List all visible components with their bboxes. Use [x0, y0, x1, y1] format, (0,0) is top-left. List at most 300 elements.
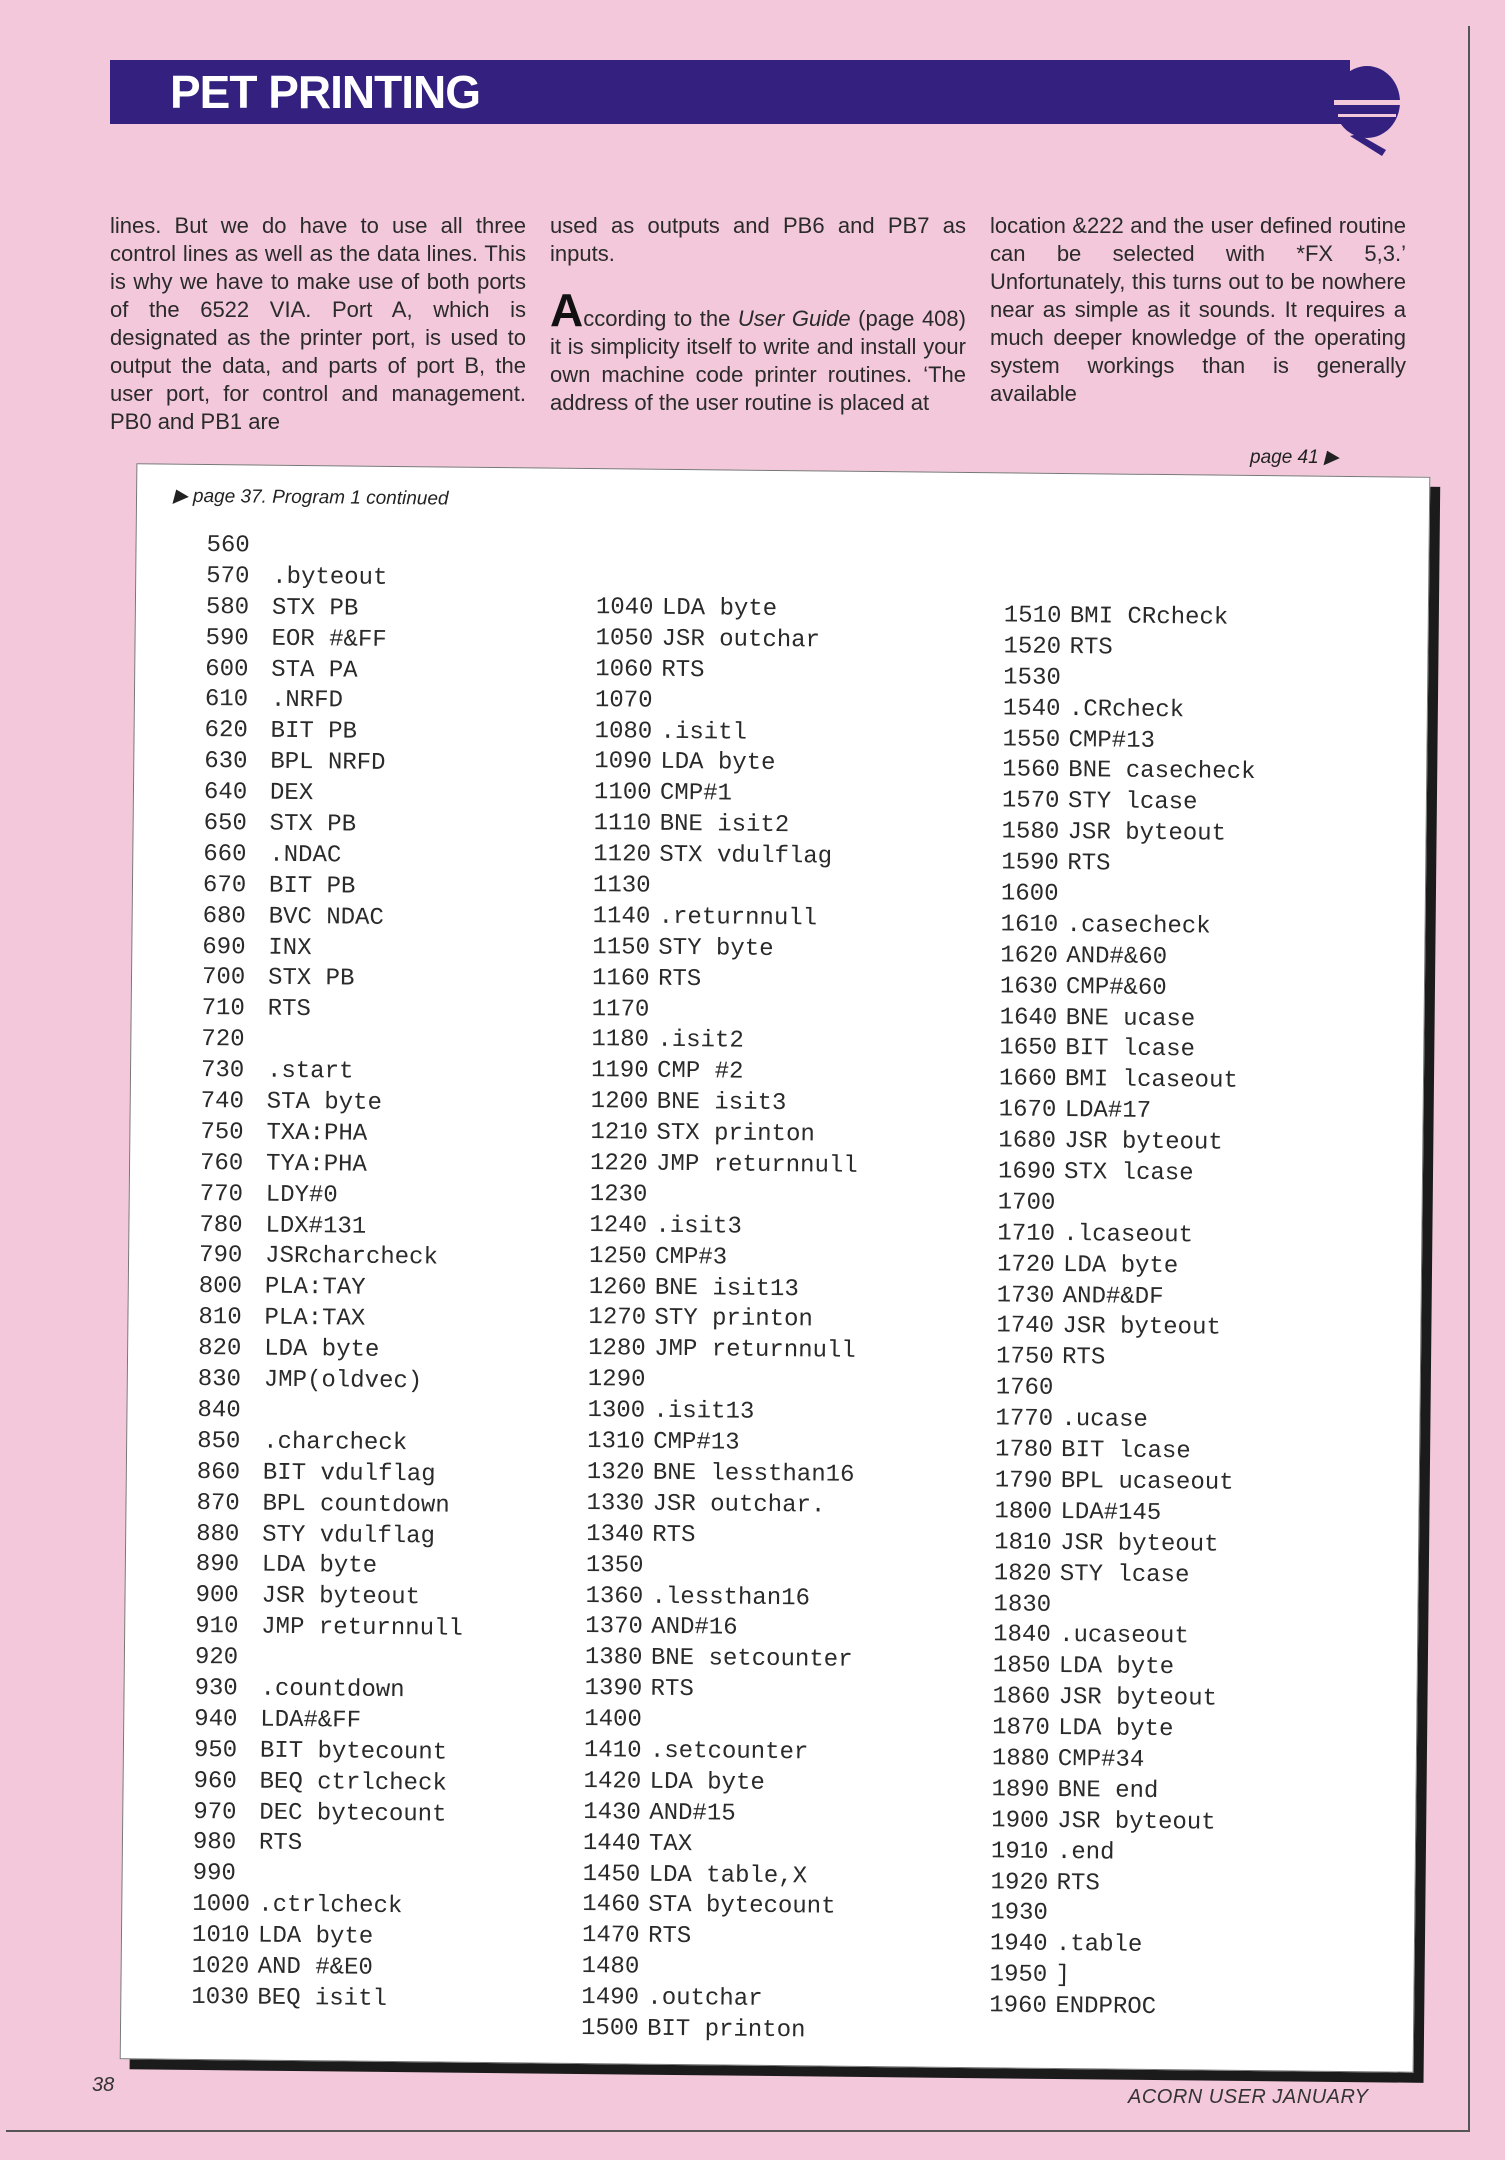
- listing-caption: ▶ page 37. Program 1 continued: [172, 485, 449, 510]
- code-text: .end: [1056, 1838, 1115, 1867]
- line-number: 1510: [1003, 602, 1062, 630]
- line-number: 1890: [991, 1776, 1050, 1804]
- code-text: RTS: [657, 965, 702, 993]
- code-line: [581, 1983, 849, 2017]
- code-line: [1000, 941, 1254, 975]
- code-line: [585, 1643, 853, 1677]
- code-text: BNE isit13: [654, 1274, 799, 1303]
- line-number: 1460: [582, 1891, 641, 1920]
- code-text: .isit13: [653, 1397, 755, 1426]
- line-number: 1340: [586, 1520, 644, 1549]
- code-text: .NDAC: [269, 841, 342, 870]
- code-line: [194, 1705, 462, 1739]
- code-text: STX PB: [267, 965, 355, 994]
- code-line: [998, 1096, 1252, 1130]
- code-text: STX printon: [656, 1119, 815, 1149]
- line-number: 1260: [588, 1273, 647, 1302]
- code-text: JSRcharcheck: [264, 1243, 439, 1272]
- code-text: .NRFD: [270, 687, 344, 715]
- code-text: BIT PB: [270, 718, 358, 746]
- continued-page-ref: page 41 ▶: [1250, 447, 1339, 468]
- code-text: STX PB: [271, 594, 359, 623]
- line-number: 1420: [583, 1767, 642, 1796]
- code-line: [587, 1427, 855, 1461]
- line-number: 1140: [592, 902, 651, 931]
- line-number: 950: [193, 1736, 238, 1765]
- line-number: 1810: [993, 1529, 1052, 1557]
- code-text: ENDPROC: [1055, 1993, 1157, 2022]
- code-line: [1003, 632, 1257, 666]
- line-number: 1920: [990, 1868, 1049, 1897]
- code-line: [999, 1003, 1253, 1037]
- code-line: [587, 1396, 855, 1430]
- code-text: AND #&E0: [257, 1953, 374, 1982]
- line-number: 1820: [993, 1559, 1052, 1588]
- code-line: [586, 1489, 854, 1523]
- code-text: PLA:TAY: [264, 1274, 366, 1303]
- code-text: LDA table,X: [648, 1861, 808, 1890]
- line-number: 1610: [1000, 911, 1059, 939]
- code-text: .ucase: [1061, 1406, 1148, 1435]
- code-text: STX vdulflag: [659, 841, 833, 871]
- code-line: [589, 1211, 857, 1245]
- code-text: JSR outchar.: [652, 1490, 826, 1520]
- code-line: [195, 1643, 463, 1677]
- code-line: [999, 1034, 1253, 1068]
- code-line: [594, 778, 862, 812]
- code-line: [992, 1713, 1246, 1747]
- code-text: BMI CRcheck: [1069, 603, 1229, 632]
- code-line: [592, 964, 860, 998]
- code-line: [584, 1705, 852, 1739]
- line-number: 620: [204, 717, 248, 745]
- code-line: [995, 1435, 1249, 1469]
- code-line: [582, 1890, 850, 1924]
- code-text: JSR byteout: [1067, 819, 1227, 848]
- line-number: 1280: [588, 1335, 646, 1364]
- article-paragraph: [550, 284, 966, 417]
- code-line: [193, 1797, 461, 1831]
- code-line: [591, 1056, 859, 1090]
- line-number: 1160: [591, 964, 650, 993]
- article-paragraph: location &222 and the user defined routine can be selected with *FX 5,3.’ Unfortunately, this turns out to be nowhere near as simple as it sounds. It requires a much deeper knowledge of the operating system workings than is generally available: [990, 213, 1406, 406]
- line-number: 680: [202, 902, 247, 931]
- code-text: CMP #2: [656, 1058, 744, 1087]
- text-run: (page 408) it is simplicity itself to write and install your own machine code printer routines. ‘The address of the user routine is placed at: [550, 306, 966, 415]
- code-line: [989, 1991, 1243, 2025]
- line-number: 1380: [584, 1644, 643, 1672]
- line-number: 1020: [191, 1952, 250, 1981]
- code-text: LDX#131: [265, 1212, 367, 1241]
- code-text: STY printon: [654, 1305, 814, 1334]
- code-text: LDA byte: [661, 594, 778, 623]
- code-line: [991, 1806, 1245, 1840]
- code-line: [991, 1775, 1245, 1809]
- line-number: 1870: [992, 1714, 1050, 1742]
- line-number: 920: [194, 1644, 239, 1672]
- code-line: [997, 1250, 1251, 1284]
- code-line: [198, 1334, 466, 1368]
- line-number: 1400: [584, 1706, 643, 1734]
- program-listing-box: [120, 463, 1431, 2072]
- line-number: 850: [197, 1427, 241, 1456]
- code-text: LDA byte: [1062, 1251, 1179, 1280]
- line-number: 1310: [587, 1428, 645, 1456]
- code-text: .ucaseout: [1059, 1622, 1189, 1651]
- code-line: [1001, 818, 1255, 852]
- code-line: [1001, 848, 1255, 882]
- code-line: [198, 1303, 466, 1337]
- line-number: 970: [193, 1798, 237, 1826]
- line-number: 760: [199, 1149, 244, 1178]
- code-text: RTS: [1069, 633, 1113, 662]
- text-run: ccording to the: [583, 306, 738, 331]
- line-number: 730: [200, 1057, 245, 1085]
- code-line: [591, 1087, 859, 1121]
- line-number: 750: [200, 1118, 244, 1147]
- code-line: [199, 1241, 467, 1275]
- line-number: 1190: [590, 1057, 649, 1086]
- code-text: LDA byte: [1058, 1653, 1175, 1682]
- code-text: BIT vdulflag: [262, 1459, 436, 1489]
- line-number: 1220: [589, 1150, 648, 1178]
- code-text: RTS: [647, 1923, 692, 1951]
- code-text: BNE lessthan16: [652, 1459, 855, 1489]
- code-line: [991, 1837, 1245, 1871]
- code-line: [199, 1211, 467, 1245]
- code-text: .outchar: [647, 1984, 763, 2013]
- code-text: BMI lcaseout: [1064, 1066, 1238, 1096]
- code-line: [198, 1365, 466, 1399]
- header-bar: [110, 60, 1350, 124]
- line-number: 840: [197, 1396, 241, 1425]
- code-line: [193, 1828, 461, 1862]
- code-line: [201, 1025, 469, 1059]
- code-line: [197, 1427, 465, 1461]
- code-line: [1002, 725, 1256, 759]
- code-line: [993, 1621, 1247, 1655]
- code-line: [592, 995, 860, 1029]
- line-number: 890: [195, 1551, 240, 1579]
- code-text: LDA#17: [1064, 1097, 1152, 1126]
- code-line: [206, 593, 474, 627]
- code-line: [997, 1219, 1251, 1253]
- line-number: 1100: [593, 779, 652, 808]
- line-number: 1550: [1002, 725, 1061, 754]
- code-line: [202, 902, 470, 936]
- line-number: 1670: [998, 1096, 1057, 1125]
- line-number: 1080: [594, 717, 653, 746]
- line-number: 740: [200, 1088, 245, 1116]
- code-line: [992, 1744, 1246, 1778]
- code-line: [584, 1736, 852, 1770]
- line-number: 1880: [991, 1745, 1050, 1773]
- line-number: 810: [198, 1304, 242, 1332]
- code-text: RTS: [650, 1675, 694, 1704]
- code-text: BNE casecheck: [1068, 757, 1256, 787]
- line-number: 1320: [586, 1458, 645, 1487]
- code-text: INX: [268, 934, 312, 962]
- code-text: CMP#1: [659, 780, 733, 808]
- code-line: [195, 1612, 463, 1646]
- code-line: [590, 1118, 858, 1152]
- code-line: [593, 809, 861, 843]
- code-line: [588, 1304, 856, 1338]
- line-number: 650: [203, 810, 247, 838]
- code-text: BEQ isitl: [257, 1984, 388, 2013]
- code-line: [994, 1528, 1248, 1562]
- line-number: 640: [203, 779, 248, 807]
- line-number: 1590: [1001, 849, 1060, 878]
- code-line: [1000, 910, 1254, 944]
- code-text: .ctrlcheck: [258, 1891, 403, 1921]
- code-text: EOR #&FF: [271, 625, 387, 654]
- code-text: RTS: [1067, 850, 1111, 878]
- code-line: [192, 1890, 460, 1924]
- code-text: AND#15: [649, 1799, 736, 1828]
- code-line: [192, 1921, 460, 1955]
- code-text: TYA:PHA: [265, 1150, 368, 1179]
- code-text: CMP#34: [1057, 1745, 1145, 1774]
- code-line: [202, 963, 470, 997]
- code-text: DEX: [269, 779, 314, 808]
- code-line: [205, 624, 473, 658]
- code-text: .isit3: [655, 1212, 742, 1241]
- code-line: [203, 809, 471, 843]
- listing-column-3: [989, 601, 1257, 2025]
- line-number: 1480: [581, 1953, 640, 1981]
- code-line: [990, 1868, 1244, 1902]
- code-text: STA PA: [271, 656, 358, 685]
- code-line: [193, 1767, 461, 1801]
- code-line: [205, 685, 473, 719]
- code-line: [206, 531, 474, 565]
- code-line: [582, 1952, 850, 1986]
- code-text: JSR outchar: [661, 625, 821, 655]
- code-text: .byteout: [272, 563, 388, 592]
- line-number: 1330: [586, 1489, 645, 1518]
- code-line: [201, 1087, 469, 1121]
- code-text: RTS: [258, 1830, 303, 1858]
- line-number: 1780: [994, 1436, 1053, 1464]
- code-text: LDA byte: [660, 749, 776, 778]
- code-line: [999, 1065, 1253, 1099]
- code-line: [994, 1497, 1248, 1531]
- line-number: 1410: [583, 1736, 642, 1765]
- line-number: 1130: [592, 872, 651, 900]
- line-number: 1030: [191, 1983, 250, 2012]
- code-text: BPL countdown: [262, 1490, 450, 1520]
- line-number: 660: [203, 840, 247, 869]
- line-number: 630: [204, 748, 248, 776]
- code-text: CMP#3: [654, 1243, 728, 1272]
- line-number: 1700: [997, 1189, 1056, 1217]
- line-number: 960: [193, 1767, 237, 1796]
- code-text: RTS: [1056, 1869, 1100, 1897]
- code-line: [990, 1899, 1244, 1933]
- code-text: .casecheck: [1066, 911, 1211, 941]
- code-line: [197, 1458, 465, 1492]
- code-text: LDA byte: [649, 1768, 765, 1797]
- code-text: STY vdulflag: [262, 1521, 436, 1550]
- line-number: 860: [196, 1458, 241, 1487]
- code-line: [997, 1281, 1251, 1315]
- code-text: STA bytecount: [648, 1892, 836, 1922]
- code-line: [595, 624, 863, 658]
- line-number: 1000: [192, 1891, 251, 1919]
- code-line: [584, 1674, 852, 1708]
- line-number: 590: [205, 624, 249, 653]
- code-line: [592, 902, 860, 936]
- code-line: [998, 1157, 1252, 1191]
- code-line: [586, 1520, 854, 1554]
- code-text: JSR byteout: [1064, 1128, 1223, 1157]
- code-line: [994, 1559, 1248, 1593]
- code-line: [995, 1404, 1249, 1438]
- code-line: [200, 1149, 468, 1183]
- line-number: 870: [196, 1489, 240, 1518]
- line-number: 1050: [595, 624, 654, 653]
- line-number: 1360: [585, 1582, 644, 1611]
- code-text: JMP returnnull: [653, 1336, 856, 1366]
- line-number: 1370: [585, 1613, 643, 1642]
- code-text: JSR byteout: [1057, 1807, 1216, 1837]
- line-number: 1430: [583, 1798, 642, 1827]
- line-number: 1660: [998, 1065, 1057, 1094]
- line-number: 770: [199, 1180, 244, 1209]
- code-text: BIT lcase: [1060, 1437, 1191, 1466]
- code-text: STY lcase: [1059, 1560, 1190, 1589]
- line-number: 700: [201, 964, 246, 992]
- code-text: JSR byteout: [1058, 1684, 1218, 1713]
- code-line: [594, 748, 862, 782]
- line-number: 670: [202, 871, 247, 900]
- code-text: AND#16: [651, 1614, 738, 1643]
- line-number: 1500: [580, 2014, 639, 2043]
- code-line: [583, 1798, 851, 1832]
- line-number: 1570: [1001, 787, 1060, 816]
- line-number: 980: [192, 1829, 237, 1857]
- code-text: .table: [1055, 1931, 1143, 1960]
- code-line: [591, 1026, 859, 1060]
- line-number: 1530: [1003, 664, 1061, 692]
- code-line: [1003, 694, 1257, 728]
- code-line: [202, 994, 470, 1028]
- code-text: TAX: [648, 1830, 693, 1858]
- code-text: BNE isit2: [659, 811, 790, 840]
- code-line: [204, 716, 472, 750]
- line-number: 1630: [999, 973, 1058, 1001]
- code-line: [582, 1921, 850, 1955]
- line-number: 1560: [1002, 756, 1060, 785]
- code-text: AND#&DF: [1062, 1282, 1164, 1311]
- line-number: 1120: [593, 841, 652, 869]
- code-text: STY byte: [658, 934, 774, 963]
- line-number: 1070: [594, 686, 653, 715]
- code-line: [593, 871, 861, 905]
- article-column-2: [550, 212, 966, 417]
- code-line: [998, 1126, 1252, 1160]
- code-text: BNE setcounter: [650, 1645, 853, 1675]
- code-line: [1002, 787, 1256, 821]
- line-number: 1440: [582, 1829, 641, 1858]
- code-text: TXA:PHA: [266, 1119, 368, 1148]
- code-text: LDA#&FF: [260, 1706, 362, 1735]
- code-text: RTS: [652, 1521, 696, 1549]
- line-number: 1600: [1000, 880, 1059, 908]
- code-text: .start: [266, 1057, 354, 1086]
- line-number: 1180: [591, 1026, 650, 1055]
- code-text: .isit2: [657, 1027, 744, 1056]
- code-line: [191, 1952, 459, 1986]
- code-text: LDA byte: [261, 1552, 378, 1581]
- line-number: 1940: [989, 1930, 1048, 1959]
- line-number: 1770: [995, 1405, 1054, 1434]
- code-text: STA byte: [266, 1088, 383, 1117]
- article-column-3: [990, 212, 1406, 408]
- code-line: [1003, 663, 1257, 697]
- code-text: LDY#0: [265, 1181, 338, 1210]
- code-line: [998, 1188, 1252, 1222]
- code-line: [993, 1590, 1247, 1624]
- code-line: [199, 1272, 467, 1306]
- code-text: STY lcase: [1067, 788, 1198, 817]
- code-line: [197, 1396, 465, 1430]
- line-number: 1270: [588, 1304, 647, 1333]
- code-text: LDA byte: [1058, 1715, 1174, 1744]
- code-line: [195, 1581, 463, 1615]
- code-line: [996, 1312, 1250, 1346]
- code-text: .isitl: [660, 718, 748, 747]
- code-text: BEQ ctrlcheck: [259, 1768, 447, 1798]
- article-column-1: [110, 212, 526, 436]
- line-number: 1450: [582, 1860, 641, 1889]
- line-number: 1390: [584, 1675, 643, 1703]
- code-line: [588, 1365, 856, 1399]
- code-line: [202, 933, 470, 967]
- code-line: [583, 1829, 851, 1863]
- line-number: 930: [194, 1674, 238, 1703]
- line-number: 1300: [587, 1397, 646, 1425]
- code-text: RTS: [661, 656, 705, 685]
- line-number: 1110: [593, 810, 652, 838]
- code-text: BNE end: [1057, 1776, 1159, 1805]
- line-number: 880: [196, 1520, 240, 1548]
- line-number: 1760: [995, 1374, 1054, 1403]
- code-text: RTS: [267, 996, 312, 1024]
- line-number: 800: [198, 1273, 243, 1301]
- code-line: [203, 871, 471, 905]
- magazine-name: ACORN USER JANUARY: [1128, 2086, 1369, 2108]
- line-number: 1960: [989, 1992, 1048, 2020]
- code-line: [996, 1343, 1250, 1377]
- italic-title: User Guide: [737, 306, 851, 331]
- listing-column-1: [191, 531, 474, 2016]
- line-number: 1170: [591, 995, 650, 1024]
- line-number: 780: [199, 1211, 243, 1240]
- code-text: JSR byteout: [1062, 1313, 1221, 1343]
- line-number: 1690: [997, 1158, 1056, 1186]
- code-line: [995, 1466, 1249, 1500]
- code-line: [1004, 601, 1258, 635]
- code-line: [992, 1682, 1246, 1716]
- code-line: [585, 1612, 853, 1646]
- code-text: AND#&60: [1066, 942, 1168, 971]
- line-number: 1240: [589, 1211, 648, 1240]
- line-number: 990: [192, 1860, 236, 1888]
- line-number: 1620: [1000, 942, 1059, 970]
- code-text: ]: [1055, 1962, 1071, 1990]
